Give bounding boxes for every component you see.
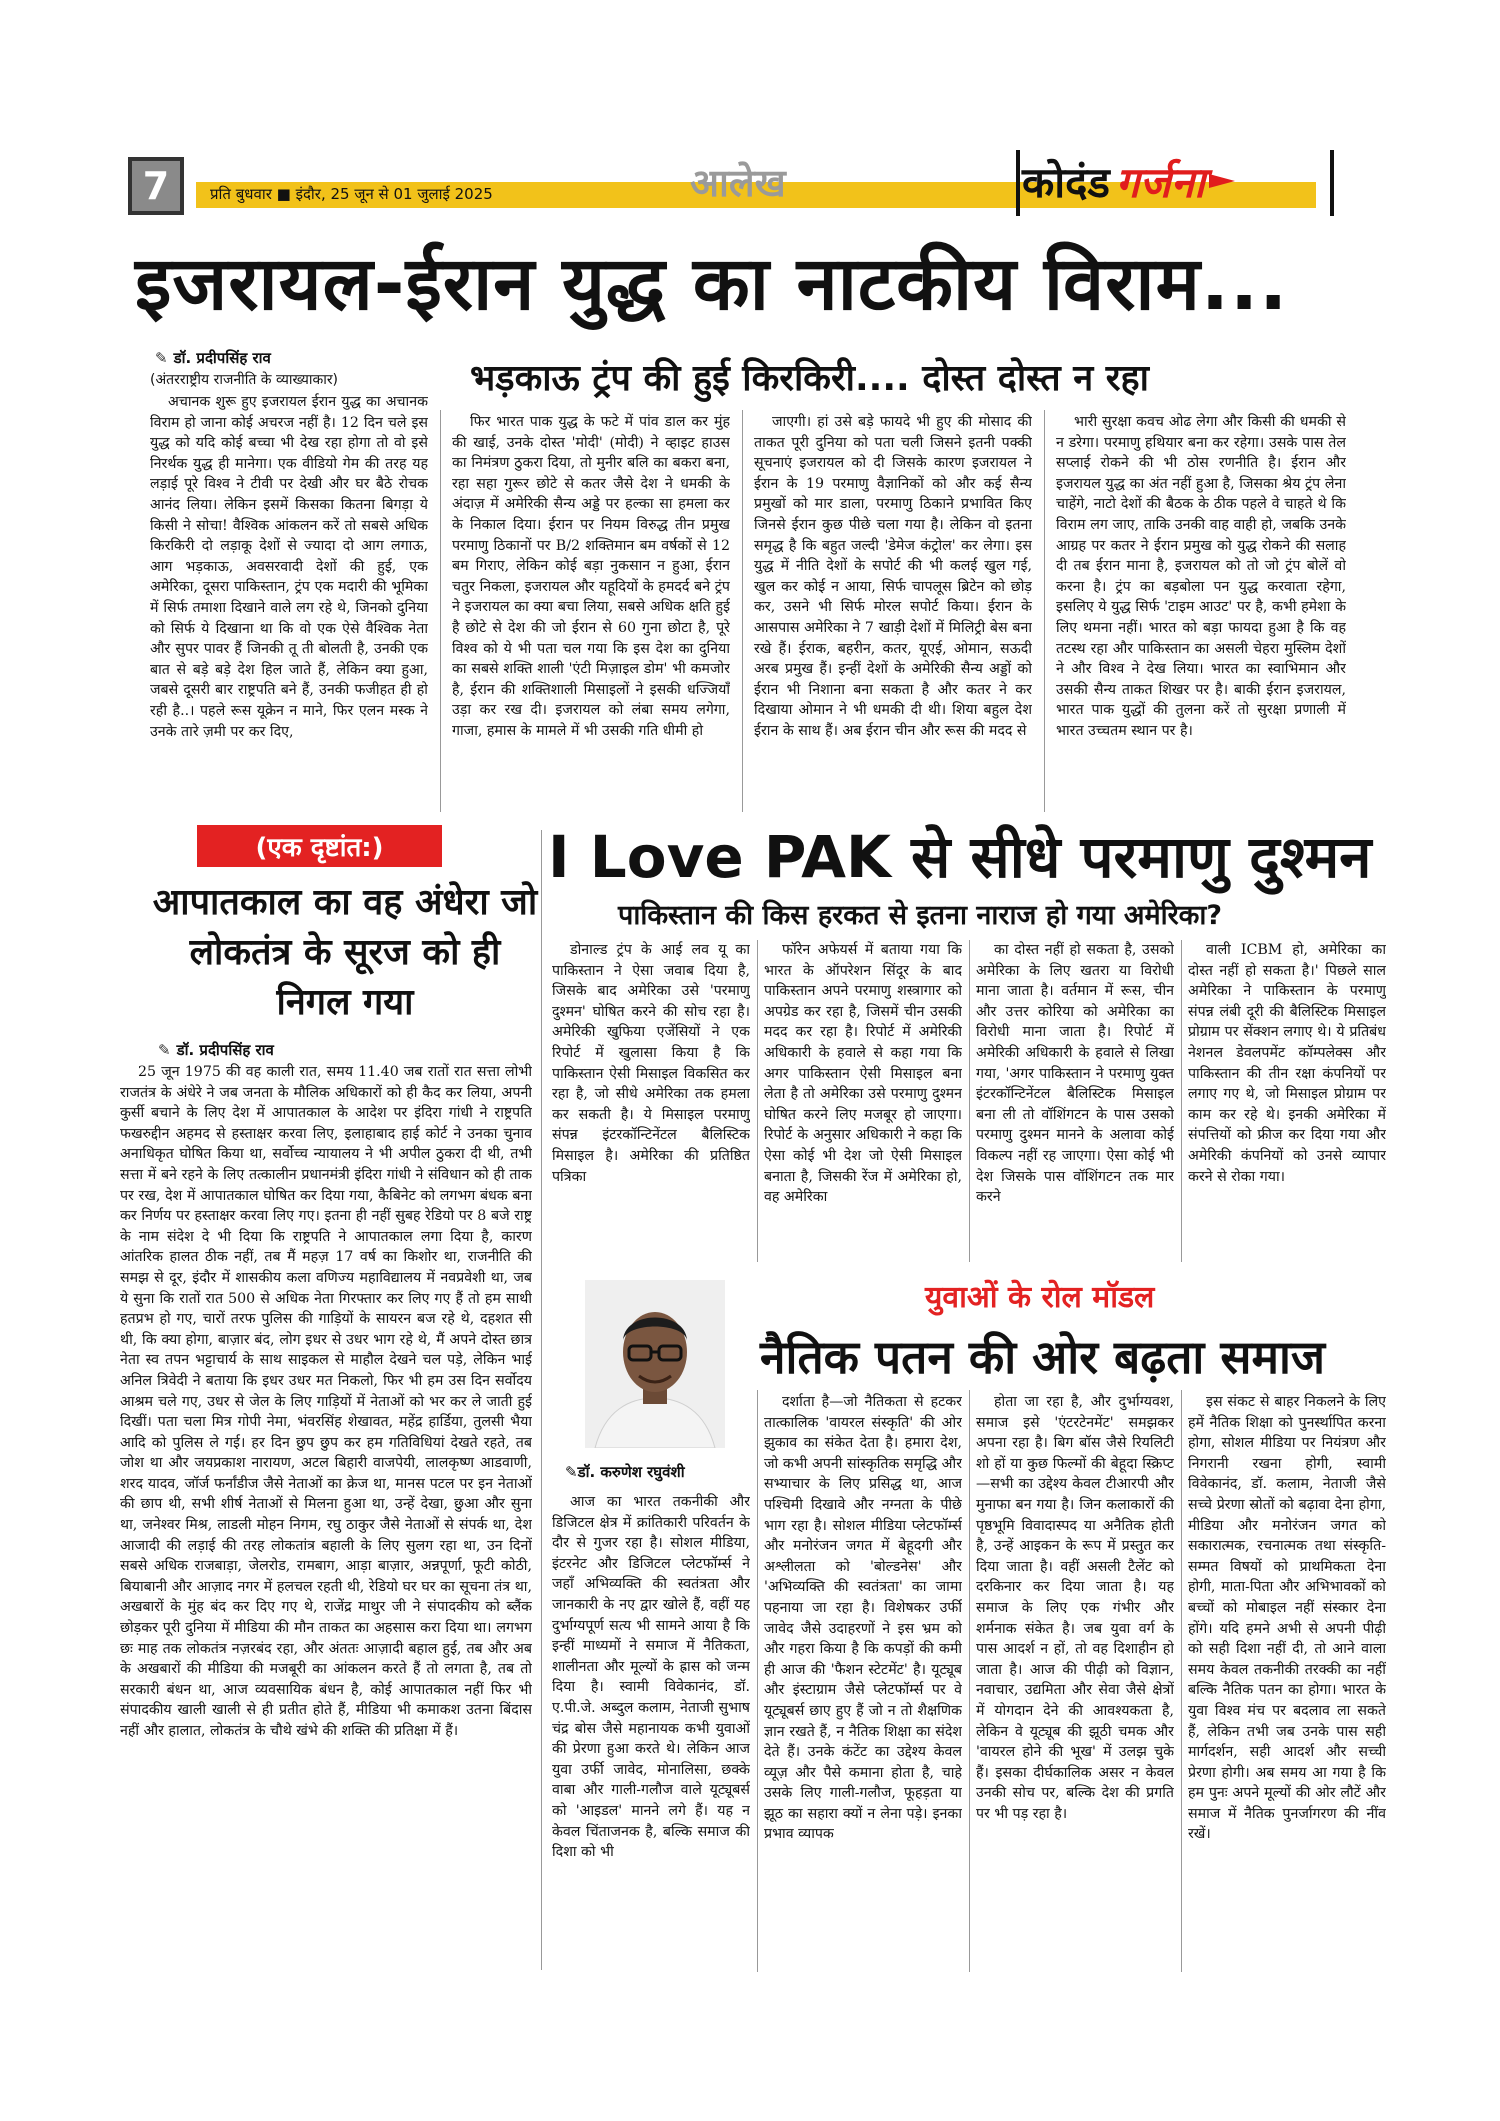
article3-col1-text: डोनाल्ड ट्रंप के आई लव यू का पाकिस्तान ने ऐसा जवाब दिया है, जिसके बाद अमेरिका उसे 'परमाणु दुश्मन' घोषित करने की सोच रहा है। अमेरिकी खुफिया एजेंसियों ने एक रिपोर्ट में खुलासा किया है कि पाकिस्तान ऐसी मिसाइल विकसित कर रहा है, जो सीधे अमेरिका तक हमला कर सकती है। ये मिसाइल परमाणु संपन्न इंटरकॉन्टिनेंटल बैलिस्टिक मिसाइल है। अमेरिका की प्रतिष्ठित पत्रिका: [552, 942, 750, 1185]
pen-icon: ✎: [158, 1041, 171, 1059]
article3-column-3: [976, 940, 1174, 1262]
article3-column-4: [1188, 940, 1386, 1262]
article4-column-1: [552, 1492, 750, 1972]
article3-subheadline: पाकिस्तान की किस हरकत से इतना नाराज हो गया अमेरिका?: [618, 900, 1223, 931]
column-rule: [1181, 1390, 1182, 1972]
article1-col1-text: अचानक शुरू हुए इजरायल ईरान युद्ध का अचानक विराम हो जाना कोई अचरज नहीं है। 12 दिन चले इस युद्ध को यदि कोई बच्चा भी देख रहा होगा तो वो इसे निरर्थक युद्ध ही मानेगा। एक वीडियो गेम की तरह यह लड़ाई पूरे विश्व ने टीवी पर देखी और घर बैठे रोचक आनंद लिया। लेकिन इसमें किसका कितना बिगड़ा ये किसी ने सोचा! वैश्विक आंकलन करें तो सबसे अधिक किरकिरी दो लड़ाकू देशों से ज्यादा दो आग लगाऊ, आग भड़काऊ, अवसरवादी देशों की हुई, एक अमेरिका, दूसरा पाकिस्तान, ट्रंप एक मदारी की भूमिका में सिर्फ तमाशा दिखाने वाले लग रहे थे, जिनको दुनिया को सिर्फ ये दिखाना था कि वो एक ऐसे वैश्विक नेता और सुपर पावर हैं जिनकी तू ती बोलती है, उनकी एक बात से बड़े बड़े देश हिल जाते हैं, लेकिन क्या हुआ, जबसे दूसरी बार राष्ट्रपति बने हैं, उनकी फजीहत ही हो रही है..। पहले रूस यूक्रेन न माने, फिर एलन मस्क ने उनके तारे ज़मी पर कर दिए,: [150, 394, 428, 740]
author-portrait: [585, 1280, 725, 1448]
article2-headline: आपातकाल का वह अंधेरा जो लोकतंत्र के सूरज को ही निगल गया: [152, 882, 538, 1023]
pen-icon: ✎: [565, 1463, 578, 1481]
column-rule: [969, 1390, 970, 1972]
article1-author: डॉ. प्रदीपसिंह राव: [173, 349, 271, 367]
brand-part1: कोदंड: [1022, 157, 1110, 207]
article2-body-text: 25 जून 1975 की वह काली रात, समय 11.40 जब रातों रात सत्ता लोभी राजतंत्र के अंधेरे ने जब जनता के मौलिक अधिकारों को ही कैद कर लिया, अपनी कुर्सी बचाने के लिए देश में आपातकाल के आदेश पर इंदिरा गांधी ने राष्ट्रपति फखरुद्दीन अहमद से हस्ताक्षर करवा लिए, इलाहाबाद हाई कोर्ट ने उनका चुनाव अनाधिकृत घोषित किया था, सर्वोच्च न्यायालय ने भी अपील ठुकरा दी थी, तभी सत्ता में बने रहने के लिए तत्कालीन प्रधानमंत्री इंदिरा गांधी ने संविधान को ही ताक पर रख, देश में आपातकाल घोषित कर दिया गया, कैबिनेट को लगभग बंधक बना कर निर्णय पर हस्ताक्षर करवा लिए गए। इतना ही नहीं सुबह रेडियो पर 8 बजे राष्ट्र के नाम संदेश दे भी दिया कि राष्ट्रपति ने आपातकाल लगा दिया है, कारण आंतरिक हालत ठीक नहीं, तब मैं महज़ 17 वर्ष का किशोर था, राजनीति की समझ से दूर, इंदौर में शासकीय कला वणिज्य महाविद्यालय में नवप्रवेशी था, जब ये सुना कि रातों रात 500 से अधिक नेता गिरफ्तार कर लिए गए हैं तो हम साथी हतप्रभ हो गए, चारों तरफ पुलिस की गाड़ियों के सायरन बज रहे थे, दहशत सी थी, कि क्या होगा, बाज़ार बंद, लोग इधर से उधर भाग रहे थे, मैं अपने दोस्त छात्र नेता स्व तपन भट्टाचार्य के साथ साइकल से माहौल देखने चल पड़े, लेकिन भाई अनिल त्रिवेदी ने बताया कि इधर उधर मत निकलो, फिर भी हम उस दिन सर्वोदय आश्रम चले गए, उधर से जेल के लिए गाड़ियों में नेताओं को भर कर ले जाती हुई दिखीं। पता चला मित्र गोपी नेमा, भंवरसिंह शेखावत, महेंद्र हार्डिया, तुलसी भैया आदि को पुलिस ले गई। हर दिन छुप छुप कर हम गतिविधियां देखते रहते, तब जोश था और जयप्रकाश नारायण, अटल बिहारी वाजपेयी, लालकृष्ण आडवाणी, शरद यादव, जॉर्ज फर्नांडीज जैसे नेताओं का क्रेज था, मानस पटल पर इन नेताओं की छाप थी, सभी शीर्ष नेताओं से मिलना हुआ था, उन्हें देखा, छुआ और सुना था, जनेश्वर मिश्र, लाडली मोहन निगम, रघु ठाकुर जैसे नेताओं से संपर्क था, देश आजादी की लड़ाई की तरह लोकतांत्र बहाली के लिए सुलग रहा था, उन दिनों सबसे अधिक राजबाड़ा, जेलरोड, रामबाग, आड़ा बाज़ार, अन्नपूर्णा, फूटी कोठी, बियाबानी और आज़ाद नगर में हलचल रहती थी, रेडियो घर घर का सूचना तंत्र था, अखबारों के मुंह बंद कर दिए गए थे, राजेंद्र माथुर जी ने संपादकीय को ब्लैंक छोड़कर पूरी दुनिया में मीडिया की मौन ताकत का अहसास करा दिया था। लगभग छः माह तक लोकतंत्र नज़रबंद रहा, और अंततः आज़ादी बहाल हुई, तब और अब के अखबारों की मीडिया की मजबूरी का आंकलन करते हैं तो लगता है, तब तो सरकारी बंधन था, आज व्यवसायिक बंधन है, कोई आपातकाल नहीं फिर भी संपादकीय खाली खाली से ही प्रतीत होते हैं, मीडिया भी कमाकश उतना बिंदास नहीं और हालात, लोकतंत्र के चौथे खंभे की शक्ति की प्रतिक्षा में हैं।: [120, 1064, 532, 1739]
article3-column-2: [764, 940, 962, 1262]
author-portrait-icon: [585, 1280, 725, 1448]
pen-icon: ✎: [155, 349, 168, 367]
column-rule: [969, 940, 970, 1262]
article4-kicker: युवाओं के रोल मॉडल: [925, 1280, 1155, 1315]
article1-column-4: [1056, 412, 1346, 812]
date-line: प्रति बुधवार ■ इंदौर, 25 जून से 01 जुलाई 2025: [210, 185, 493, 203]
article3-headline: I Love PAK से सीधे परमाणु दुश्मन: [548, 823, 1372, 891]
article1-author-role: (अंतरराष्ट्रीय राजनीति के व्याख्याकार): [150, 372, 339, 388]
section-title: आलेख: [690, 160, 786, 205]
column-rule: [757, 940, 758, 1262]
article1-col4-text: भारी सुरक्षा कवच ओढ लेगा और किसी की धमकी से न डरेगा। परमाणु हथियार बना कर रहेगा। उसके पास तेल सप्लाई रोकने की भी ठोस रणनीति है। ईरान और इजरायल युद्ध का अंत नहीं हुआ है, जिसका श्रेय ट्रंप लेना चाहेंगे, नाटो देशों की बैठक के ठीक पहले वे चाहते थे कि विराम लग जाए, ताकि उनकी वाह वाही हो, जबकि उनके आग्रह पर कतर ने ईरान प्रमुख को युद्ध रोकने की सलाह दी तब ईरान माना है, इजरायल को तो जो ट्रंप बोलें वो करना है। ट्रंप का बड़बोला पन युद्ध करवाता रहेगा, इसलिए ये युद्ध सिर्फ 'टाइम आउट' पर है, कभी हमेशा के लिए थमना नहीं। भारत को बड़ा फायदा हुआ है कि वह तटस्थ रहा और पाकिस्तान का असली चेहरा मुस्लिम देशों ने और विश्व ने देख लिया। भारत का स्वाभिमान और उसकी सैन्य ताकत शिखर पर है। बाकी ईरान इजरायल, भारत पाक युद्धों की तुलना करें तो सुरक्षा प्रणाली में भारत उच्चतम स्थान पर है।: [1056, 414, 1346, 739]
article4-byline: [565, 1462, 685, 1482]
article4-column-3: [976, 1392, 1174, 1972]
brand-part2: गर्जना: [1115, 157, 1205, 207]
page-number: 7: [128, 157, 184, 215]
masthead-divider-right: [1330, 150, 1334, 216]
article1-column-1: [150, 392, 428, 812]
article4-headline: नैतिक पतन की ओर बढ़ता समाज: [760, 1330, 1326, 1384]
column-rule: [742, 410, 743, 812]
article1-headline: इजरायल-ईरान युद्ध का नाटकीय विराम...: [135, 241, 1289, 327]
masthead-divider-left: [1016, 150, 1020, 216]
article2-byline: [158, 1040, 274, 1060]
arrow-icon: [1209, 174, 1235, 188]
article2-tag: (एक दृष्टांत:): [197, 825, 442, 867]
article1-byline: [155, 348, 271, 368]
article4-col3-text: होता जा रहा है, और दुर्भाग्यवश, समाज इसे 'एंटरटेनमेंट' समझकर अपना रहा है। बिग बॉस जैसे रियलिटी शो हों या कुछ फिल्मों की बेहूदा स्क्रिप्ट—सभी का उद्देश्य केवल टीआरपी और मुनाफा बन गया है। जिन कलाकारों की पृष्ठभूमि विवादास्पद या अनैतिक होती है, उन्हें आइकन के रूप में प्रस्तुत कर दिया जाता है। वहीं असली टैलेंट को दरकिनार कर दिया जाता है। यह समाज के लिए एक गंभीर और शर्मनाक संकेत है। जब युवा वर्ग के पास आदर्श न हों, तो वह दिशाहीन हो जाता है। आज की पीढ़ी को विज्ञान, नवाचार, उद्यमिता और सेवा जैसे क्षेत्रों में योगदान देने की आवश्यकता है, लेकिन वे यूट्यूब की झूठी चमक और 'वायरल होने की भूख' में उलझ चुके हैं। इसका दीर्घकालिक असर न केवल उनकी सोच पर, बल्कि देश की प्रगति पर भी पड़ रहा है।: [976, 1394, 1174, 1822]
article2-body: [120, 1062, 532, 1972]
article4-col1-text: आज का भारत तकनीकी और डिजिटल क्षेत्र में क्रांतिकारी परिवर्तन के दौर से गुजर रहा है। सोशल मीडिया, इंटरनेट और डिजिटल प्लेटफॉर्म्स ने जहाँ अभिव्यक्ति की स्वतंत्रता और जानकारी के नए द्वार खोले हैं, वहीं यह दुर्भाग्यपूर्ण सत्य भी सामने आया है कि इन्हीं माध्यमों ने समाज में नैतिकता, शालीनता और मूल्यों के ह्रास को जन्म दिया है। स्वामी विवेकानंद, डॉ. ए.पी.जे. अब्दुल कलाम, नेताजी सुभाष चंद्र बोस जैसे महानायक कभी युवाओं की प्रेरणा हुआ करते थे। लेकिन आज युवा उर्फी जावेद, मोनालिसा, छक्के वाबा और गाली-गलौज वाले यूट्यूबर्स को 'आइडल' मानने लगे हैं। यह न केवल चिंताजनक है, बल्कि समाज की दिशा को भी: [552, 1494, 750, 1861]
article3-col3-text: का दोस्त नहीं हो सकता है, उसको अमेरिका के लिए खतरा या विरोधी माना जाता है। वर्तमान में रूस, चीन और उत्तर कोरिया को अमेरिका का विरोधी माना जाता है। रिपोर्ट में अमेरिकी अधिकारी के हवाले से लिखा गया, 'अगर पाकिस्तान ने परमाणु युक्त इंटरकॉन्टिनेंटल बैलिस्टिक मिसाइल बना ली तो वॉशिंगटन के पास उसको परमाणु दुश्मन मानने के अलावा कोई विकल्प नहीं रह जाएगा। ऐसा कोई भी देश जिसके पास वॉशिंगटन तक मार करने: [976, 942, 1174, 1206]
article1-subheadline: भड़काऊ ट्रंप की हुई किरकिरी.... दोस्त दोस्त न रहा: [470, 358, 1149, 399]
column-rule: [541, 830, 542, 1970]
article4-column-2: [764, 1392, 962, 1972]
article1-column-2: [452, 412, 730, 812]
article4-author: डॉ. करुणेश रघुवंशी: [577, 1463, 685, 1481]
article1-col3-text: जाएगी। हां उसे बड़े फायदे भी हुए की मोसाद की ताकत पूरी दुनिया को पता चली जिसने इतनी पक्की सूचनाएं इजरायल को दी जिसके कारण इजरायल ने ईरान के 19 परमाणु वैज्ञानिकों को और कई सैन्य प्रमुखों को मार डाला, परमाणु ठिकाने प्रभावित किए जिनसे ईरान कुछ पीछे चला गया है। लेकिन वो इतना समृद्ध है कि बहुत जल्दी 'डेमेज कंट्रोल' कर लेगा। इस युद्ध में नीति देशों के सपोर्ट की भी कलई खुल गई, खुल कर कोई न आया, सिर्फ चापलूस ब्रिटेन को छोड़ कर, उसने भी सिर्फ मोरल सपोर्ट किया। ईरान के आसपास अमेरिका ने 7 खाड़ी देशों में मिलिट्री बेस बना रखे हैं। ईराक, बहरीन, कतर, यूएई, ओमान, सऊदी अरब प्रमुख हैं। इन्हीं देशों के अमेरिकी सैन्य अड्डों को ईरान भी निशाना बना सकता है और कतर ने कर दिखाया ओमान ने भी धमकी दी थी। शिया बहुल देश ईरान के साथ हैं। अब ईरान चीन और रूस की मदद से: [754, 414, 1032, 739]
article4-column-4: [1188, 1392, 1386, 1972]
brand-logo: [1022, 148, 1235, 214]
article1-col2-text: फिर भारत पाक युद्ध के फटे में पांव डाल कर मुंह की खाई, उनके दोस्त 'मोदी' (मोदी) ने व्हाइट हाउस का निमंत्रण ठुकरा दिया, तो मुनीर बलि का बकरा बना, रहा सहा गुरूर छोटे से कतर जैसे देश ने धमकी के अंदाज़ में अमेरिकी सैन्य अड्डे पर हल्का सा हमला कर के निकाल दिया। ईरान पर नियम विरुद्ध तीन प्रमुख परमाणु ठिकानों पर B/2 शक्तिमान बम वर्षकों से 12 बम गिराए, लेकिन कोई बड़ा नुकसान न हुआ, ईरान चतुर निकला, इजरायल और यहूदियों के हमदर्द बने ट्रंप ने इजरायल का क्या बचा लिया, सबसे अधिक क्षति हुई है छोटे से देश की जो ईरान से 60 गुना छोटा है, पूरे विश्व को ये भी पता चल गया कि इस देश का दुनिया का सबसे शक्ति शाली 'एंटी मिज़ाइल डोम' भी कमजोर है, ईरान की शक्तिशाली मिसाइलों ने इसकी धज्जियाँ उड़ा कर रख दी। इजरायल को लंबा समय लगेगा, गाजा, हमास के मामले में भी उसकी गति धीमी हो: [452, 414, 730, 739]
article3-col4-text: वाली ICBM हो, अमेरिका का दोस्त नहीं हो सकता है।' पिछले साल अमेरिका ने पाकिस्तान के परमाणु संपन्न लंबी दूरी की बैलिस्टिक मिसाइल प्रोग्राम पर सेंक्शन लगाए थे। ये प्रतिबंध नेशनल डेवलपमेंट कॉम्पलेक्स और पाकिस्तान की तीन रक्षा कंपनियों पर लगाए गए थे, जो मिसाइल प्रोग्राम पर काम कर रहे थे। इनकी अमेरिका में संपत्तियों को फ्रीज कर दिया गया और अमेरिकी कंपनियों को उनसे व्यापार करने से रोका गया।: [1188, 942, 1386, 1185]
column-rule: [1044, 410, 1045, 812]
article3-col2-text: फॉरेन अफेयर्स में बताया गया कि भारत के ऑपरेशन सिंदूर के बाद पाकिस्तान अपने परमाणु शस्त्रागार को अपग्रेड कर रहा है, जिसमें चीन उसकी मदद कर रहा है। रिपोर्ट में अमेरिकी अधिकारी के हवाले से कहा गया कि अगर पाकिस्तान ऐसी मिसाइल बना लेता है तो अमेरिका उसे परमाणु दुश्मन घोषित करने लिए मजबूर हो जाएगा। रिपोर्ट के अनुसार अधिकारी ने कहा कि ऐसा कोई भी देश जो ऐसी मिसाइल बनाता है, जिसकी रेंज में अमेरिका हो, वह अमेरिका: [764, 942, 962, 1206]
column-rule: [440, 410, 441, 812]
article2-author: डॉ. प्रदीपसिंह राव: [176, 1041, 274, 1059]
column-rule: [1181, 940, 1182, 1262]
article3-column-1: [552, 940, 750, 1262]
article4-col2-text: दर्शाता है—जो नैतिकता से हटकर तात्कालिक 'वायरल संस्कृति' की ओर झुकाव का संकेत देता है। हमारा देश, जो कभी अपनी सांस्कृतिक समृद्धि और सभ्याचार के लिए प्रसिद्ध था, आज पश्चिमी दिखावे और नग्नता के पीछे भाग रहा है। सोशल मीडिया प्लेटफॉर्म्स और मनोरंजन जगत में बेहूदगी और अश्लीलता को 'बोल्डनेस' और 'अभिव्यक्ति की स्वतंत्रता' का जामा पहनाया जा रहा है। विशेषकर उर्फी जावेद जैसे उदाहरणों ने इस भ्रम को और गहरा किया है कि कपड़ों की कमी ही आज की 'फैशन स्टेटमेंट' है। यूट्यूब और इंस्टाग्राम जैसे प्लेटफॉर्म्स पर वे यूट्यूबर्स छाए हुए हैं जो न तो शैक्षणिक ज्ञान रखते हैं, न नैतिक शिक्षा का संदेश देते हैं। उनके कंटेंट का उद्देश्य केवल व्यूज़ और पैसे कमाना होता है, चाहे उसके लिए गाली-गलौज, फूहड़ता या झूठ का सहारा क्यों न लेना पड़े। इनका प्रभाव व्यापक: [764, 1394, 962, 1843]
article4-col4-text: इस संकट से बाहर निकलने के लिए हमें नैतिक शिक्षा को पुनर्स्थापित करना होगा, सोशल मीडिया पर नियंत्रण और निगरानी रखना होगी, स्वामी विवेकानंद, डॉ. कलाम, नेताजी जैसे सच्चे प्रेरणा स्रोतों को बढ़ावा देना होगा, मीडिया और मनोरंजन जगत को सकारात्मक, रचनात्मक तथा संस्कृति-सम्मत विषयों को प्राथमिकता देना होगी, माता-पिता और अभिभावकों को बच्चों को मोबाइल नहीं संस्कार देना होंगे। यदि हमने अभी से अपनी पीढ़ी को सही दिशा नहीं दी, तो आने वाला समय केवल तकनीकी तरक्की का नहीं बल्कि नैतिक पतन का होगा। भारत के युवा विश्व मंच पर बदलाव ला सकते हैं, लेकिन तभी जब उनके पास सही मार्गदर्शन, सही आदर्श और सच्ची प्रेरणा होगी। अब समय आ गया है कि हम पुनः अपने मूल्यों की ओर लौटें और समाज में नैतिक पुनर्जागरण की नींव रखें।: [1188, 1394, 1386, 1843]
column-rule: [757, 1390, 758, 1972]
article1-column-3: [754, 412, 1032, 812]
